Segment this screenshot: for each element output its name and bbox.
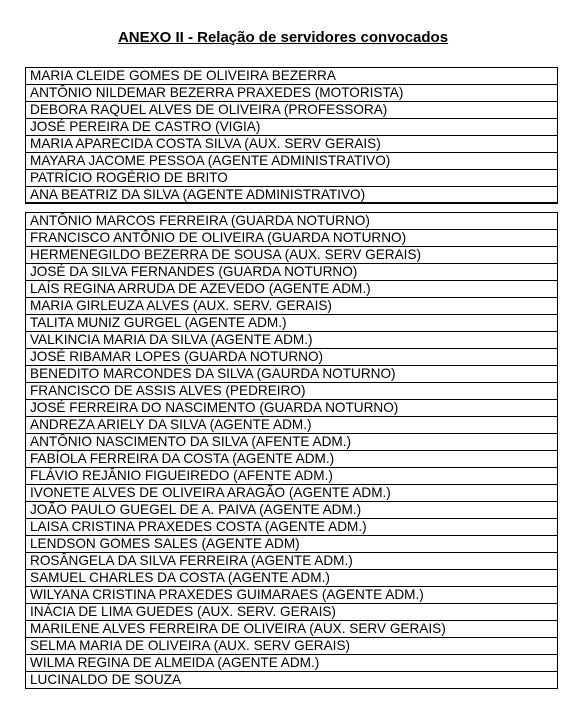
- table-row: FABÍOLA FERREIRA DA COSTA (AGENTE ADM.): [26, 451, 557, 468]
- table-row: BENEDITO MARCONDES DA SILVA (GAURDA NOTURNO): [26, 366, 557, 383]
- table-row: LUCINALDO DE SOUZA: [26, 672, 557, 689]
- table-row: ANTÔNIO MARCOS FERREIRA (GUARDA NOTURNO): [26, 213, 557, 230]
- table-row: JOSÉ FERREIRA DO NASCIMENTO (GUARDA NOTURNO): [26, 400, 557, 417]
- table-row: ANDREZA ARIELY DA SILVA (AGENTE ADM.): [26, 417, 557, 434]
- servants-table-second: [25, 212, 558, 689]
- table-row: JOSÉ RIBAMAR LOPES (GUARDA NOTURNO): [26, 349, 557, 366]
- table-row: VALKINCIA MARIA DA SILVA (AGENTE ADM.): [26, 332, 557, 349]
- table-row: LENDSON GOMES SALES (AGENTE ADM): [26, 536, 557, 553]
- table-row: ANTÔNIO NASCIMENTO DA SILVA (AFENTE ADM.): [26, 434, 557, 451]
- table-row: INÁCIA DE LIMA GUEDES (AUX. SERV. GERAIS): [26, 604, 557, 621]
- table-row: IVONETE ALVES DE OLIVEIRA ARAGÃO (AGENTE ADM.): [26, 485, 557, 502]
- table-row: WILMA REGINA DE ALMEIDA (AGENTE ADM.): [26, 655, 557, 672]
- table-row: ANTÔNIO NILDEMAR BEZERRA PRAXEDES (MOTORISTA): [26, 85, 557, 102]
- table-row: MARIA APARECIDA COSTA SILVA (AUX. SERV GERAIS): [26, 136, 557, 153]
- table-row: MARILENE ALVES FERREIRA DE OLIVEIRA (AUX. SERV GERAIS): [26, 621, 557, 638]
- table-row: SAMUEL CHARLES DA COSTA (AGENTE ADM.): [26, 570, 557, 587]
- table-row: FLÁVIO REJÂNIO FIGUEIREDO (AFENTE ADM.): [26, 468, 557, 485]
- table-row: PATRÍCIO ROGÉRIO DE BRITO: [26, 170, 557, 187]
- table-row: SELMA MARIA DE OLIVEIRA (AUX. SERV GERAIS): [26, 638, 557, 655]
- table-row: HERMENEGILDO BEZERRA DE SOUSA (AUX. SERV GERAIS): [26, 247, 557, 264]
- table-row: FRANCISCO ANTÔNIO DE OLIVEIRA (GUARDA NOTURNO): [26, 230, 557, 247]
- table-row: MARIA CLEIDE GOMES DE OLIVEIRA BEZERRA: [26, 68, 557, 85]
- table-row: ANA BEATRIZ DA SILVA (AGENTE ADMINISTRATIVO): [26, 187, 557, 204]
- table-row: MARIA GIRLEUZA ALVES (AUX. SERV. GERAIS): [26, 298, 557, 315]
- table-row: JOSÉ DA SILVA FERNANDES (GUARDA NOTURNO): [26, 264, 557, 281]
- table-row: FRANCISCO DE ASSIS ALVES (PEDREIRO): [26, 383, 557, 400]
- page-title: [0, 28, 566, 48]
- table-row: LAÍS REGINA ARRUDA DE AZEVEDO (AGENTE ADM.): [26, 281, 557, 298]
- table-row: ROSÂNGELA DA SILVA FERREIRA (AGENTE ADM.): [26, 553, 557, 570]
- table-row: JOSÉ PEREIRA DE CASTRO (VIGIA): [26, 119, 557, 136]
- table-row: WILYANA CRISTINA PRAXEDES GUIMARAES (AGENTE ADM.): [26, 587, 557, 604]
- servants-table-first: [25, 67, 558, 204]
- table-row: JOÃO PAULO GUEGEL DE A. PAIVA (AGENTE ADM.): [26, 502, 557, 519]
- table-row: TALITA MUNIZ GURGEL (AGENTE ADM.): [26, 315, 557, 332]
- table-row: DEBORA RAQUEL ALVES DE OLIVEIRA (PROFESSORA): [26, 102, 557, 119]
- table-row: MAYARA JACOME PESSOA (AGENTE ADMINISTRATIVO): [26, 153, 557, 170]
- table-row: LAISA CRISTINA PRAXEDES COSTA (AGENTE ADM.): [26, 519, 557, 536]
- page-title-text: ANEXO II - Relação de servidores convocados: [117, 29, 449, 46]
